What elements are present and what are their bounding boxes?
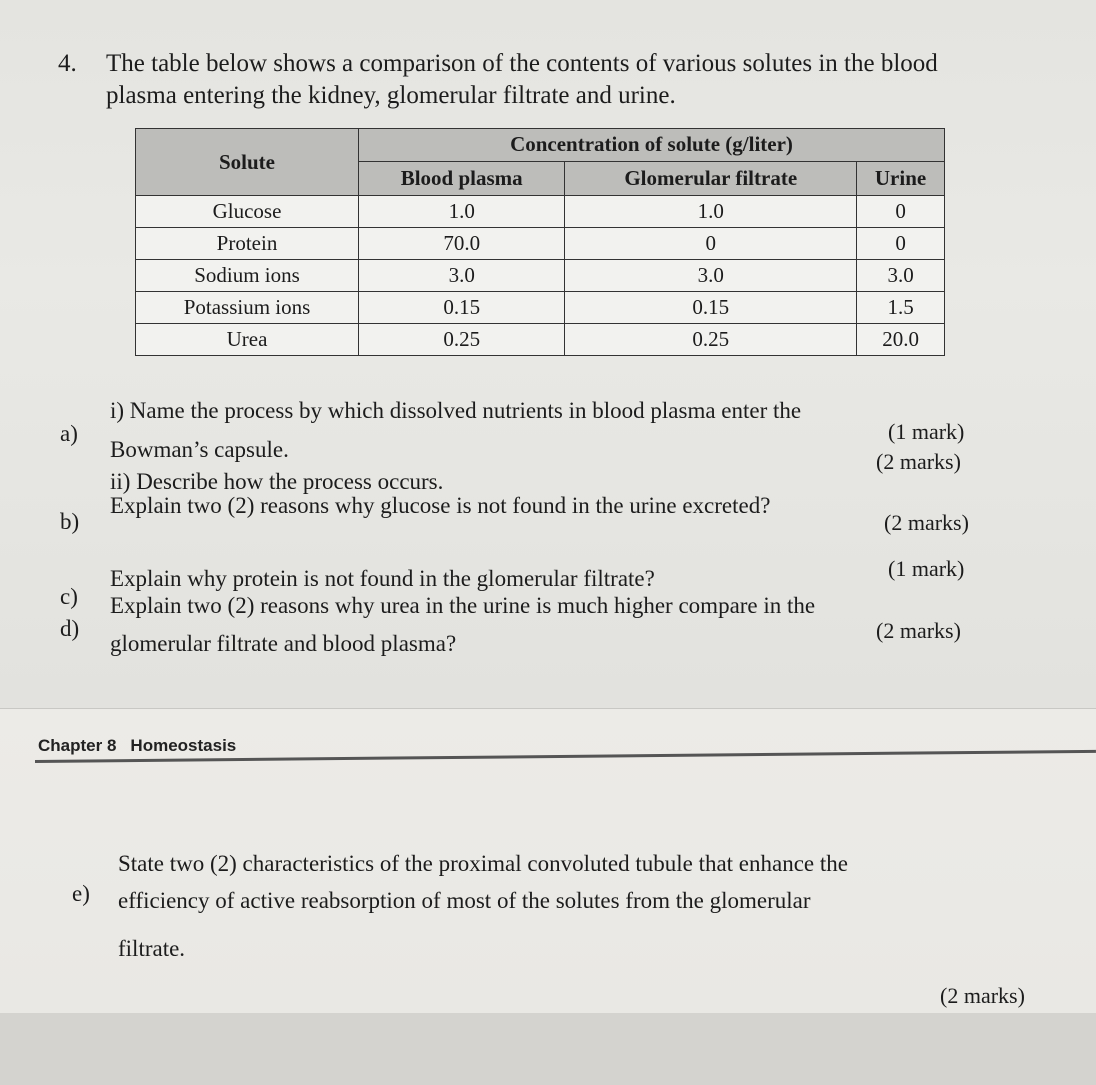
part-c-marks: (1 mark)	[888, 556, 965, 581]
part-e-marks: (2 marks)	[940, 983, 1025, 1008]
solute-column-header: Solute	[136, 129, 359, 196]
urine-header: Urine	[857, 161, 945, 195]
table-cell: 0	[857, 196, 945, 228]
table-row	[136, 228, 945, 260]
part-e-line1: State two (2) characteristics of the proximal convoluted tubule that enhance the	[118, 851, 848, 876]
table-cell: 0.15	[565, 292, 857, 324]
solute-name: Sodium ions	[136, 260, 359, 292]
table-cell: 0.25	[359, 324, 565, 356]
part-e-line2: efficiency of active reabsorption of most of the solutes from the glomerular	[118, 888, 811, 913]
solute-name: Potassium ions	[136, 292, 359, 324]
table-cell: 1.0	[565, 196, 857, 228]
desk-surface	[0, 1013, 1096, 1085]
table-cell: 0.15	[359, 292, 565, 324]
table-cell: 70.0	[359, 228, 565, 260]
part-d-line1: Explain two (2) reasons why urea in the urine is much higher compare in the	[110, 593, 816, 618]
part-b-label: b)	[60, 509, 80, 534]
part-b-marks: (2 marks)	[884, 510, 969, 535]
table-row	[136, 292, 945, 324]
table-cell: 0.25	[565, 324, 857, 356]
chapter-heading	[38, 736, 236, 756]
part-a-i-marks: (1 mark)	[888, 419, 965, 444]
part-a-ii: ii) Describe how the process occurs.	[110, 469, 444, 494]
part-a-i-line2: Bowman’s capsule.	[110, 437, 289, 462]
question-stem: The table below shows a comparison of the contents of various solutes in the blood plasma entering the kidney, glomerular filtrate and urine.	[106, 50, 938, 109]
concentration-header: Concentration of solute (g/liter)	[359, 129, 945, 162]
solute-table	[135, 128, 945, 356]
part-a-label: a)	[60, 421, 78, 446]
solute-name: Protein	[136, 228, 359, 260]
part-b-text: Explain two (2) reasons why glucose is not found in the urine excreted?	[110, 493, 771, 518]
part-d-marks: (2 marks)	[876, 618, 961, 643]
glomerular-filtrate-header: Glomerular filtrate	[565, 161, 857, 195]
table-row	[136, 260, 945, 292]
blood-plasma-header: Blood plasma	[359, 161, 565, 195]
solute-name: Glucose	[136, 196, 359, 228]
part-e-line3: filtrate.	[118, 936, 186, 961]
chapter-number: Chapter 8	[38, 736, 117, 755]
part-c-label: c)	[60, 584, 78, 609]
table-cell: 3.0	[857, 260, 945, 292]
part-c-text: Explain why protein is not found in the glomerular filtrate?	[110, 566, 655, 591]
solute-name: Urea	[136, 324, 359, 356]
table-cell: 3.0	[359, 260, 565, 292]
part-a-ii-marks: (2 marks)	[876, 449, 961, 474]
part-d-line2: glomerular filtrate and blood plasma?	[110, 631, 457, 656]
part-d-label: d)	[60, 616, 80, 641]
part-e-label: e)	[72, 881, 90, 906]
table-cell: 1.5	[857, 292, 945, 324]
table-row	[136, 196, 945, 228]
table-cell: 3.0	[565, 260, 857, 292]
table-row	[136, 324, 945, 356]
part-a-i-line1: i) Name the process by which dissolved nutrients in blood plasma enter the	[110, 398, 802, 423]
table-cell: 0	[857, 228, 945, 260]
table-cell: 0	[565, 228, 857, 260]
table-cell: 20.0	[857, 324, 945, 356]
table-cell: 1.0	[359, 196, 565, 228]
question-number: 4.	[58, 50, 77, 77]
chapter-title: Homeostasis	[130, 736, 237, 755]
